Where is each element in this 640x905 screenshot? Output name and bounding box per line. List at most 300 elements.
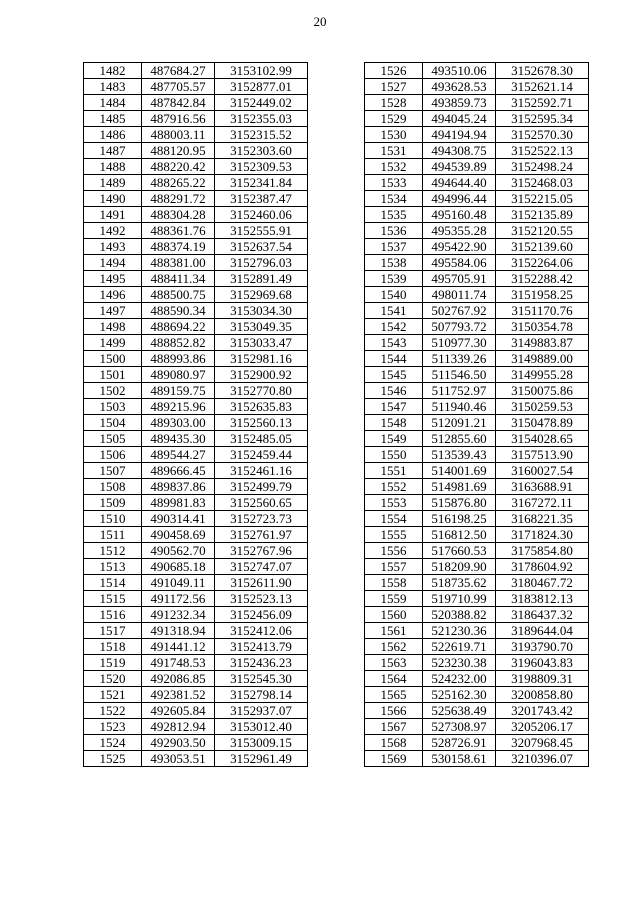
y-coordinate-cell: 3152595.34 (496, 111, 589, 127)
y-coordinate-cell: 3152796.03 (215, 255, 308, 271)
y-coordinate-cell: 3152523.13 (215, 591, 308, 607)
table-row (365, 751, 589, 767)
y-coordinate-cell: 3198809.31 (496, 671, 589, 687)
y-coordinate-cell: 3167272.11 (496, 495, 589, 511)
table-row (84, 191, 308, 207)
y-coordinate-cell: 3152468.03 (496, 175, 589, 191)
x-coordinate-cell: 492381.52 (142, 687, 215, 703)
point-number-cell: 1537 (365, 239, 423, 255)
y-coordinate-cell: 3153049.35 (215, 319, 308, 335)
point-number-cell: 1534 (365, 191, 423, 207)
table-row (84, 575, 308, 591)
x-coordinate-cell: 494539.89 (423, 159, 496, 175)
table-row (365, 479, 589, 495)
point-number-cell: 1493 (84, 239, 142, 255)
y-coordinate-cell: 3152723.73 (215, 511, 308, 527)
y-coordinate-cell: 3152891.49 (215, 271, 308, 287)
table-row (84, 223, 308, 239)
x-coordinate-cell: 487916.56 (142, 111, 215, 127)
point-number-cell: 1506 (84, 447, 142, 463)
y-coordinate-cell: 3152611.90 (215, 575, 308, 591)
table-row (84, 623, 308, 639)
x-coordinate-cell: 489981.83 (142, 495, 215, 511)
table-row (365, 127, 589, 143)
table-row (365, 207, 589, 223)
point-number-cell: 1546 (365, 383, 423, 399)
x-coordinate-cell: 495355.28 (423, 223, 496, 239)
table-row (84, 207, 308, 223)
table-row (84, 479, 308, 495)
table-row (84, 351, 308, 367)
point-number-cell: 1531 (365, 143, 423, 159)
page-number: 20 (313, 14, 327, 29)
x-coordinate-cell: 519710.99 (423, 591, 496, 607)
point-number-cell: 1541 (365, 303, 423, 319)
y-coordinate-cell: 3152747.07 (215, 559, 308, 575)
coordinates-table-right (364, 62, 589, 767)
table-row (365, 111, 589, 127)
table-row (365, 655, 589, 671)
x-coordinate-cell: 518735.62 (423, 575, 496, 591)
y-coordinate-cell: 3152570.30 (496, 127, 589, 143)
x-coordinate-cell: 488852.82 (142, 335, 215, 351)
table-row (365, 399, 589, 415)
x-coordinate-cell: 488291.72 (142, 191, 215, 207)
table-row (365, 607, 589, 623)
x-coordinate-cell: 489435.30 (142, 431, 215, 447)
x-coordinate-cell: 493628.53 (423, 79, 496, 95)
y-coordinate-cell: 3196043.83 (496, 655, 589, 671)
x-coordinate-cell: 490562.70 (142, 543, 215, 559)
y-coordinate-cell: 3152412.06 (215, 623, 308, 639)
x-coordinate-cell: 511339.26 (423, 351, 496, 367)
x-coordinate-cell: 498011.74 (423, 287, 496, 303)
table-row (84, 159, 308, 175)
y-coordinate-cell: 3152621.14 (496, 79, 589, 95)
point-number-cell: 1503 (84, 399, 142, 415)
point-number-cell: 1502 (84, 383, 142, 399)
y-coordinate-cell: 3152449.02 (215, 95, 308, 111)
x-coordinate-cell: 494996.44 (423, 191, 496, 207)
table-row (365, 271, 589, 287)
x-coordinate-cell: 488003.11 (142, 127, 215, 143)
point-number-cell: 1552 (365, 479, 423, 495)
x-coordinate-cell: 527308.97 (423, 719, 496, 735)
x-coordinate-cell: 489837.86 (142, 479, 215, 495)
point-number-cell: 1524 (84, 735, 142, 751)
table-row (365, 335, 589, 351)
y-coordinate-cell: 3152560.65 (215, 495, 308, 511)
table-row (84, 383, 308, 399)
x-coordinate-cell: 511940.46 (423, 399, 496, 415)
y-coordinate-cell: 3153012.40 (215, 719, 308, 735)
x-coordinate-cell: 511546.50 (423, 367, 496, 383)
y-coordinate-cell: 3207968.45 (496, 735, 589, 751)
point-number-cell: 1563 (365, 655, 423, 671)
table-row (84, 687, 308, 703)
x-coordinate-cell: 488381.00 (142, 255, 215, 271)
table-row (365, 575, 589, 591)
y-coordinate-cell: 3152592.71 (496, 95, 589, 111)
x-coordinate-cell: 494045.24 (423, 111, 496, 127)
table-row (84, 399, 308, 415)
point-number-cell: 1492 (84, 223, 142, 239)
x-coordinate-cell: 488120.95 (142, 143, 215, 159)
y-coordinate-cell: 3152761.97 (215, 527, 308, 543)
x-coordinate-cell: 510977.30 (423, 335, 496, 351)
y-coordinate-cell: 3160027.54 (496, 463, 589, 479)
table-row (84, 95, 308, 111)
table-row (84, 735, 308, 751)
table-row (365, 703, 589, 719)
x-coordinate-cell: 514001.69 (423, 463, 496, 479)
table-row (365, 431, 589, 447)
y-coordinate-cell: 3178604.92 (496, 559, 589, 575)
x-coordinate-cell: 495584.06 (423, 255, 496, 271)
table-row (365, 95, 589, 111)
table-row (365, 223, 589, 239)
x-coordinate-cell: 490458.69 (142, 527, 215, 543)
point-number-cell: 1549 (365, 431, 423, 447)
y-coordinate-cell: 3150259.53 (496, 399, 589, 415)
point-number-cell: 1545 (365, 367, 423, 383)
y-coordinate-cell: 3152288.42 (496, 271, 589, 287)
point-number-cell: 1491 (84, 207, 142, 223)
point-number-cell: 1543 (365, 335, 423, 351)
y-coordinate-cell: 3152215.05 (496, 191, 589, 207)
x-coordinate-cell: 525638.49 (423, 703, 496, 719)
x-coordinate-cell: 488361.76 (142, 223, 215, 239)
y-coordinate-cell: 3152961.49 (215, 751, 308, 767)
table-row (84, 255, 308, 271)
table-row (84, 543, 308, 559)
point-number-cell: 1560 (365, 607, 423, 623)
y-coordinate-cell: 3152498.24 (496, 159, 589, 175)
point-number-cell: 1527 (365, 79, 423, 95)
point-number-cell: 1490 (84, 191, 142, 207)
point-number-cell: 1533 (365, 175, 423, 191)
point-number-cell: 1528 (365, 95, 423, 111)
x-coordinate-cell: 488411.34 (142, 271, 215, 287)
table-row (365, 559, 589, 575)
x-coordinate-cell: 516198.25 (423, 511, 496, 527)
table-row (365, 79, 589, 95)
point-number-cell: 1518 (84, 639, 142, 655)
coordinates-table-left (83, 62, 308, 767)
y-coordinate-cell: 3152315.52 (215, 127, 308, 143)
point-number-cell: 1500 (84, 351, 142, 367)
y-coordinate-cell: 3200858.80 (496, 687, 589, 703)
y-coordinate-cell: 3152309.53 (215, 159, 308, 175)
x-coordinate-cell: 490314.41 (142, 511, 215, 527)
point-number-cell: 1496 (84, 287, 142, 303)
y-coordinate-cell: 3149889.00 (496, 351, 589, 367)
y-coordinate-cell: 3152264.06 (496, 255, 589, 271)
x-coordinate-cell: 507793.72 (423, 319, 496, 335)
point-number-cell: 1513 (84, 559, 142, 575)
x-coordinate-cell: 495705.91 (423, 271, 496, 287)
point-number-cell: 1562 (365, 639, 423, 655)
point-number-cell: 1499 (84, 335, 142, 351)
table-row (84, 143, 308, 159)
table-row (84, 463, 308, 479)
y-coordinate-cell: 3175854.80 (496, 543, 589, 559)
x-coordinate-cell: 492605.84 (142, 703, 215, 719)
table-row (365, 543, 589, 559)
table-row (365, 239, 589, 255)
point-number-cell: 1538 (365, 255, 423, 271)
y-coordinate-cell: 3186437.32 (496, 607, 589, 623)
x-coordinate-cell: 488304.28 (142, 207, 215, 223)
x-coordinate-cell: 488374.19 (142, 239, 215, 255)
y-coordinate-cell: 3152303.60 (215, 143, 308, 159)
table-row (84, 703, 308, 719)
y-coordinate-cell: 3189644.04 (496, 623, 589, 639)
y-coordinate-cell: 3149883.87 (496, 335, 589, 351)
y-coordinate-cell: 3152355.03 (215, 111, 308, 127)
point-number-cell: 1529 (365, 111, 423, 127)
point-number-cell: 1539 (365, 271, 423, 287)
point-number-cell: 1485 (84, 111, 142, 127)
table-row (365, 175, 589, 191)
y-coordinate-cell: 3193790.70 (496, 639, 589, 655)
point-number-cell: 1523 (84, 719, 142, 735)
point-number-cell: 1522 (84, 703, 142, 719)
x-coordinate-cell: 488694.22 (142, 319, 215, 335)
y-coordinate-cell: 3152560.13 (215, 415, 308, 431)
point-number-cell: 1483 (84, 79, 142, 95)
point-number-cell: 1520 (84, 671, 142, 687)
point-number-cell: 1535 (365, 207, 423, 223)
table-row (365, 143, 589, 159)
table-row (365, 591, 589, 607)
y-coordinate-cell: 3205206.17 (496, 719, 589, 735)
y-coordinate-cell: 3152413.79 (215, 639, 308, 655)
point-number-cell: 1509 (84, 495, 142, 511)
y-coordinate-cell: 3152900.92 (215, 367, 308, 383)
y-coordinate-cell: 3154028.65 (496, 431, 589, 447)
x-coordinate-cell: 521230.36 (423, 623, 496, 639)
table-row (365, 367, 589, 383)
x-coordinate-cell: 489303.00 (142, 415, 215, 431)
x-coordinate-cell: 530158.61 (423, 751, 496, 767)
table-row (365, 527, 589, 543)
table-row (84, 111, 308, 127)
point-number-cell: 1482 (84, 63, 142, 79)
x-coordinate-cell: 492903.50 (142, 735, 215, 751)
y-coordinate-cell: 3183812.13 (496, 591, 589, 607)
x-coordinate-cell: 493053.51 (142, 751, 215, 767)
y-coordinate-cell: 3168221.35 (496, 511, 589, 527)
point-number-cell: 1507 (84, 463, 142, 479)
x-coordinate-cell: 489666.45 (142, 463, 215, 479)
table-row (84, 639, 308, 655)
x-coordinate-cell: 517660.53 (423, 543, 496, 559)
table-row (365, 623, 589, 639)
point-number-cell: 1550 (365, 447, 423, 463)
table-row (365, 383, 589, 399)
x-coordinate-cell: 491172.56 (142, 591, 215, 607)
table-row (84, 79, 308, 95)
point-number-cell: 1565 (365, 687, 423, 703)
x-coordinate-cell: 488590.34 (142, 303, 215, 319)
point-number-cell: 1516 (84, 607, 142, 623)
x-coordinate-cell: 492812.94 (142, 719, 215, 735)
point-number-cell: 1558 (365, 575, 423, 591)
table-row (84, 303, 308, 319)
y-coordinate-cell: 3152139.60 (496, 239, 589, 255)
x-coordinate-cell: 493859.73 (423, 95, 496, 111)
y-coordinate-cell: 3152937.07 (215, 703, 308, 719)
x-coordinate-cell: 516812.50 (423, 527, 496, 543)
table-row (365, 671, 589, 687)
point-number-cell: 1554 (365, 511, 423, 527)
x-coordinate-cell: 523230.38 (423, 655, 496, 671)
x-coordinate-cell: 491049.11 (142, 575, 215, 591)
table-row (365, 495, 589, 511)
x-coordinate-cell: 489080.97 (142, 367, 215, 383)
x-coordinate-cell: 528726.91 (423, 735, 496, 751)
y-coordinate-cell: 3152461.16 (215, 463, 308, 479)
x-coordinate-cell: 487842.84 (142, 95, 215, 111)
table-row (84, 367, 308, 383)
y-coordinate-cell: 3152436.23 (215, 655, 308, 671)
y-coordinate-cell: 3152767.96 (215, 543, 308, 559)
y-coordinate-cell: 3150354.78 (496, 319, 589, 335)
table-row (365, 63, 589, 79)
y-coordinate-cell: 3151958.25 (496, 287, 589, 303)
point-number-cell: 1556 (365, 543, 423, 559)
x-coordinate-cell: 489544.27 (142, 447, 215, 463)
y-coordinate-cell: 3152877.01 (215, 79, 308, 95)
y-coordinate-cell: 3153034.30 (215, 303, 308, 319)
point-number-cell: 1553 (365, 495, 423, 511)
x-coordinate-cell: 491748.53 (142, 655, 215, 671)
point-number-cell: 1530 (365, 127, 423, 143)
x-coordinate-cell: 512091.21 (423, 415, 496, 431)
point-number-cell: 1517 (84, 623, 142, 639)
point-number-cell: 1501 (84, 367, 142, 383)
x-coordinate-cell: 525162.30 (423, 687, 496, 703)
point-number-cell: 1569 (365, 751, 423, 767)
point-number-cell: 1547 (365, 399, 423, 415)
point-number-cell: 1498 (84, 319, 142, 335)
point-number-cell: 1525 (84, 751, 142, 767)
x-coordinate-cell: 491318.94 (142, 623, 215, 639)
y-coordinate-cell: 3152981.16 (215, 351, 308, 367)
point-number-cell: 1544 (365, 351, 423, 367)
point-number-cell: 1564 (365, 671, 423, 687)
point-number-cell: 1568 (365, 735, 423, 751)
point-number-cell: 1510 (84, 511, 142, 527)
y-coordinate-cell: 3152485.05 (215, 431, 308, 447)
point-number-cell: 1488 (84, 159, 142, 175)
table-row (84, 335, 308, 351)
table-row (365, 191, 589, 207)
point-number-cell: 1548 (365, 415, 423, 431)
table-row (84, 271, 308, 287)
x-coordinate-cell: 495160.48 (423, 207, 496, 223)
table-row (84, 671, 308, 687)
y-coordinate-cell: 3152635.83 (215, 399, 308, 415)
y-coordinate-cell: 3180467.72 (496, 575, 589, 591)
table-row (365, 687, 589, 703)
y-coordinate-cell: 3152770.80 (215, 383, 308, 399)
y-coordinate-cell: 3152499.79 (215, 479, 308, 495)
x-coordinate-cell: 515876.80 (423, 495, 496, 511)
point-number-cell: 1559 (365, 591, 423, 607)
y-coordinate-cell: 3152678.30 (496, 63, 589, 79)
y-coordinate-cell: 3149955.28 (496, 367, 589, 383)
table-row (84, 415, 308, 431)
point-number-cell: 1532 (365, 159, 423, 175)
table-row (365, 463, 589, 479)
x-coordinate-cell: 512855.60 (423, 431, 496, 447)
x-coordinate-cell: 522619.71 (423, 639, 496, 655)
point-number-cell: 1519 (84, 655, 142, 671)
point-number-cell: 1551 (365, 463, 423, 479)
point-number-cell: 1536 (365, 223, 423, 239)
x-coordinate-cell: 494644.40 (423, 175, 496, 191)
point-number-cell: 1489 (84, 175, 142, 191)
x-coordinate-cell: 488500.75 (142, 287, 215, 303)
point-number-cell: 1521 (84, 687, 142, 703)
table-row (365, 735, 589, 751)
table-row (84, 447, 308, 463)
y-coordinate-cell: 3153102.99 (215, 63, 308, 79)
x-coordinate-cell: 488993.86 (142, 351, 215, 367)
point-number-cell: 1515 (84, 591, 142, 607)
point-number-cell: 1511 (84, 527, 142, 543)
y-coordinate-cell: 3152387.47 (215, 191, 308, 207)
x-coordinate-cell: 488265.22 (142, 175, 215, 191)
x-coordinate-cell: 511752.97 (423, 383, 496, 399)
y-coordinate-cell: 3152798.14 (215, 687, 308, 703)
y-coordinate-cell: 3150075.86 (496, 383, 589, 399)
y-coordinate-cell: 3152459.44 (215, 447, 308, 463)
table-row (84, 607, 308, 623)
x-coordinate-cell: 494194.94 (423, 127, 496, 143)
y-coordinate-cell: 3152120.55 (496, 223, 589, 239)
table-row (84, 495, 308, 511)
x-coordinate-cell: 491232.34 (142, 607, 215, 623)
table-row (365, 159, 589, 175)
y-coordinate-cell: 3163688.91 (496, 479, 589, 495)
x-coordinate-cell: 490685.18 (142, 559, 215, 575)
point-number-cell: 1508 (84, 479, 142, 495)
table-row (84, 319, 308, 335)
point-number-cell: 1561 (365, 623, 423, 639)
x-coordinate-cell: 495422.90 (423, 239, 496, 255)
x-coordinate-cell: 518209.90 (423, 559, 496, 575)
point-number-cell: 1494 (84, 255, 142, 271)
point-number-cell: 1484 (84, 95, 142, 111)
y-coordinate-cell: 3171824.30 (496, 527, 589, 543)
y-coordinate-cell: 3152545.30 (215, 671, 308, 687)
table-row (84, 527, 308, 543)
x-coordinate-cell: 491441.12 (142, 639, 215, 655)
y-coordinate-cell: 3153033.47 (215, 335, 308, 351)
table-row (84, 559, 308, 575)
y-coordinate-cell: 3152456.09 (215, 607, 308, 623)
point-number-cell: 1542 (365, 319, 423, 335)
x-coordinate-cell: 489215.96 (142, 399, 215, 415)
table-row (84, 175, 308, 191)
table-row (84, 591, 308, 607)
table-row (365, 719, 589, 735)
point-number-cell: 1566 (365, 703, 423, 719)
x-coordinate-cell: 513539.43 (423, 447, 496, 463)
